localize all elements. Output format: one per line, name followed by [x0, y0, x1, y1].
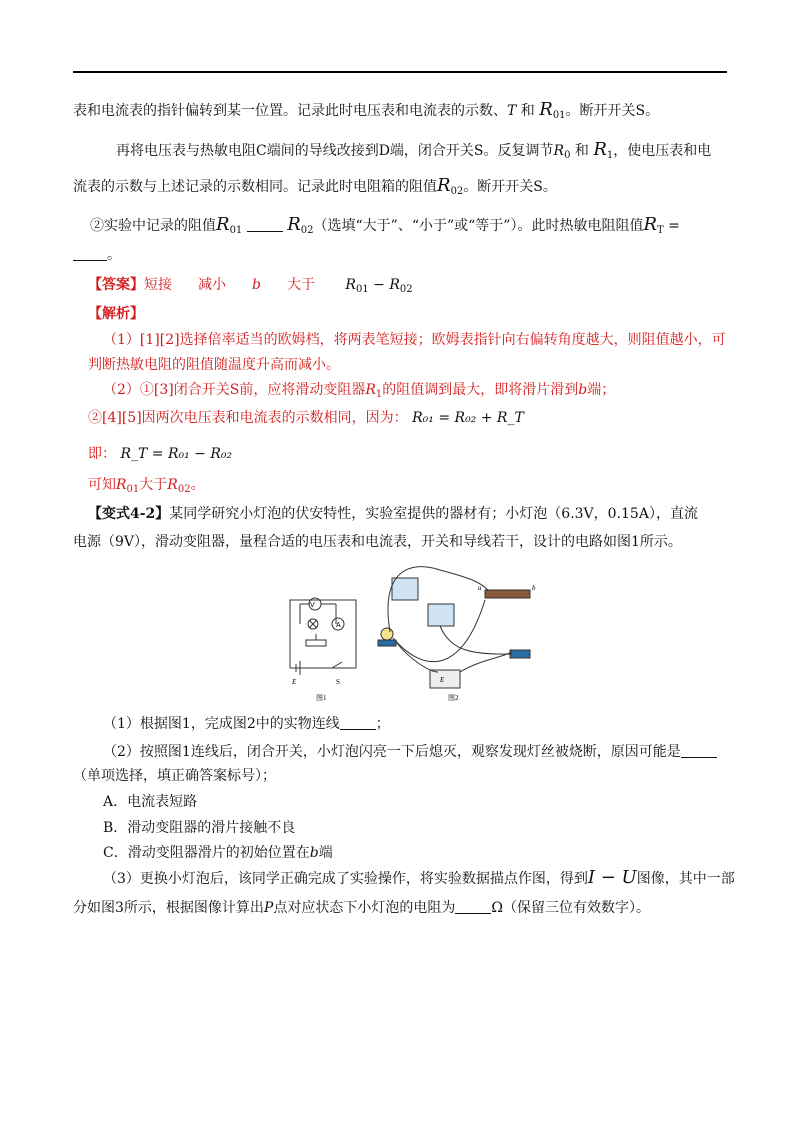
- text: C．滑动变阻器滑片的初始位置在: [103, 845, 310, 861]
- subscript: 02: [300, 225, 314, 236]
- subscript: 01: [126, 484, 140, 495]
- text: ②实验中记录的阻值: [90, 218, 216, 234]
- var-R: R: [389, 277, 400, 293]
- ammeter-device: [428, 604, 454, 626]
- q-s4: [73, 898, 650, 918]
- subscript: 02: [399, 284, 413, 295]
- analysis-l3: [103, 380, 615, 405]
- bulb-device: [381, 628, 393, 640]
- answer-blank[interactable]: [455, 899, 491, 914]
- answer-blank[interactable]: [340, 715, 376, 730]
- para-4: [90, 215, 680, 241]
- subscript: 1: [375, 389, 383, 400]
- text: 分如图3所示，根据图像计算出: [73, 900, 264, 916]
- option-A: A．电流表短路: [103, 794, 198, 810]
- text: （选填“大于”、“小于”或“等于”）。此时热敏电阻阻值: [313, 218, 644, 234]
- text: 流表的示数与上述记录的示数相同。记录此时电阻箱的阻值: [73, 179, 437, 195]
- answer-3: b: [252, 277, 261, 293]
- text: 再将电压表与热敏电阻C端间的导线改接到D端，闭合开关S。反复调节: [116, 143, 554, 159]
- para-5: [73, 245, 121, 265]
- answer-line: [88, 275, 413, 300]
- text: =: [663, 218, 680, 234]
- text: 和: [570, 143, 594, 159]
- answer-label: 【答案】: [88, 277, 144, 293]
- para-3: [73, 176, 557, 202]
- text: 。断开开关S。: [463, 179, 557, 195]
- answer-blank[interactable]: [247, 217, 283, 232]
- text: 可知: [88, 477, 116, 493]
- var-R: R: [116, 477, 127, 493]
- text: 。: [107, 247, 121, 263]
- label-a: a: [478, 584, 482, 592]
- text: 图像，其中一部: [636, 871, 735, 887]
- analysis-l5: [88, 444, 232, 464]
- fig2-caption: 图2: [448, 694, 459, 702]
- q-s3: [103, 868, 735, 889]
- subscript: 01: [229, 225, 243, 236]
- text: −: [368, 277, 390, 293]
- text: 。: [190, 477, 205, 493]
- label-b: b: [532, 584, 536, 592]
- value: 6.3V，0.15A: [561, 506, 649, 522]
- subscript: 01: [355, 284, 369, 295]
- text: 和: [516, 103, 540, 119]
- text: （1）根据图1，完成图2中的实物连线: [103, 716, 340, 732]
- answer-blank[interactable]: [73, 246, 107, 261]
- para-1: [73, 100, 659, 126]
- subscript: 02: [450, 186, 464, 197]
- var-T: T: [507, 103, 517, 119]
- var-b: b: [309, 845, 319, 861]
- var-R: R: [287, 214, 301, 235]
- value: 9V: [115, 534, 135, 550]
- var-R: R: [365, 382, 376, 398]
- rheostat-device: [485, 590, 530, 598]
- q-label: 【变式4-2】: [88, 506, 170, 522]
- var-R: R: [539, 99, 553, 120]
- text: （2）按照图1连线后，闭合开关，小灯泡闪亮一下后熄灭，观察发现灯丝被烧断，原因可能是: [103, 744, 681, 760]
- answer-blank[interactable]: [681, 743, 717, 758]
- fig1-caption: 图1: [316, 694, 327, 702]
- label-V: V: [310, 602, 315, 609]
- var-R: R: [167, 477, 178, 493]
- answer-1: 短接: [144, 277, 172, 293]
- var-R: R: [216, 214, 230, 235]
- var-R: R: [345, 277, 356, 293]
- label-E: E: [292, 678, 297, 686]
- q-s2: [103, 742, 717, 762]
- circuit-figure: [280, 560, 540, 710]
- text: ，使电压表和电: [613, 143, 712, 159]
- q-s2b: （单项选择，填正确答案标号）；: [73, 768, 276, 784]
- text: 。断开开关S。: [565, 103, 660, 119]
- text: ），直流: [648, 506, 698, 522]
- text: ；: [375, 716, 390, 732]
- text: 表和电流表的指针偏转到某一位置。记录此时电压表和电流表的示数、: [73, 103, 507, 119]
- switch-device: [510, 650, 530, 658]
- battery-device: [430, 670, 460, 688]
- equation: R_T = R₀₁ − R₀₂: [120, 446, 233, 462]
- text: 电源（: [73, 534, 115, 550]
- text: ），滑动变阻器，量程合适的电压表和电流表，开关和导线若干，设计的电路如图1所示。: [134, 534, 682, 550]
- subscript: 01: [552, 110, 566, 121]
- analysis-label: 【解析】: [88, 306, 144, 322]
- q-l1: [88, 504, 698, 524]
- label-Ebox: E: [440, 676, 445, 684]
- subscript: 1: [606, 150, 614, 161]
- answer-4: 大于: [286, 277, 315, 293]
- para-2: [116, 140, 711, 166]
- var-R: R: [553, 143, 565, 159]
- text: 即：: [88, 446, 116, 462]
- analysis-l2: 判断热敏电阻的阻值随温度升高而减小。: [88, 357, 340, 373]
- text: 端；: [587, 382, 616, 398]
- q-s1: [103, 714, 390, 734]
- rheostat-symbol: [306, 640, 326, 646]
- var-P: P: [263, 900, 274, 916]
- voltmeter-device: [392, 578, 418, 600]
- text: 大于: [139, 477, 168, 493]
- option-B: B．滑动变阻器的滑片接触不良: [103, 820, 296, 836]
- circuit-diagram: [290, 598, 356, 675]
- subscript: 0: [564, 150, 571, 161]
- text: （2）①[3]闭合开关S前，应将滑动变阻器: [103, 382, 366, 398]
- text: （3）更换小灯泡后，该同学正确完成了实验操作，将实验数据描点作图，得到: [103, 871, 588, 887]
- label-S: S: [336, 678, 340, 686]
- text: ②[4][5]因两次电压表和电流表的示数相同，因为：: [88, 410, 408, 426]
- var-IU: I − U: [587, 867, 637, 888]
- analysis-l4: [88, 408, 524, 428]
- equation: R₀₁ = R₀₂ + R_T: [412, 410, 524, 426]
- answer-2: 减小: [198, 277, 226, 293]
- text: Ω（保留三位有效数字）。: [491, 900, 650, 916]
- label-A: A: [336, 622, 341, 629]
- q-l2: [73, 532, 682, 552]
- option-C: [103, 843, 333, 863]
- text: 点对应状态下小灯泡的电阻为: [273, 900, 456, 916]
- var-R: R: [593, 139, 607, 160]
- text: 的阻值调到最大，即将滑片滑到: [382, 382, 579, 398]
- var-R: R: [643, 214, 658, 235]
- text: 端: [318, 845, 333, 861]
- top-rule: [73, 71, 727, 73]
- subscript: 02: [177, 484, 191, 495]
- apparatus: [378, 567, 530, 688]
- var-b: b: [578, 382, 588, 398]
- text: 某同学研究小灯泡的伏安特性，实验室提供的器材有；小灯泡（: [169, 506, 562, 522]
- analysis-l1: （1）[1][2]选择倍率适当的欧姆档，将两表笔短接；欧姆表指针向右偏转角度越大，则阻值越小，可: [103, 332, 726, 348]
- var-R: R: [437, 175, 451, 196]
- analysis-l6: [88, 475, 205, 500]
- subscript: T: [657, 225, 664, 236]
